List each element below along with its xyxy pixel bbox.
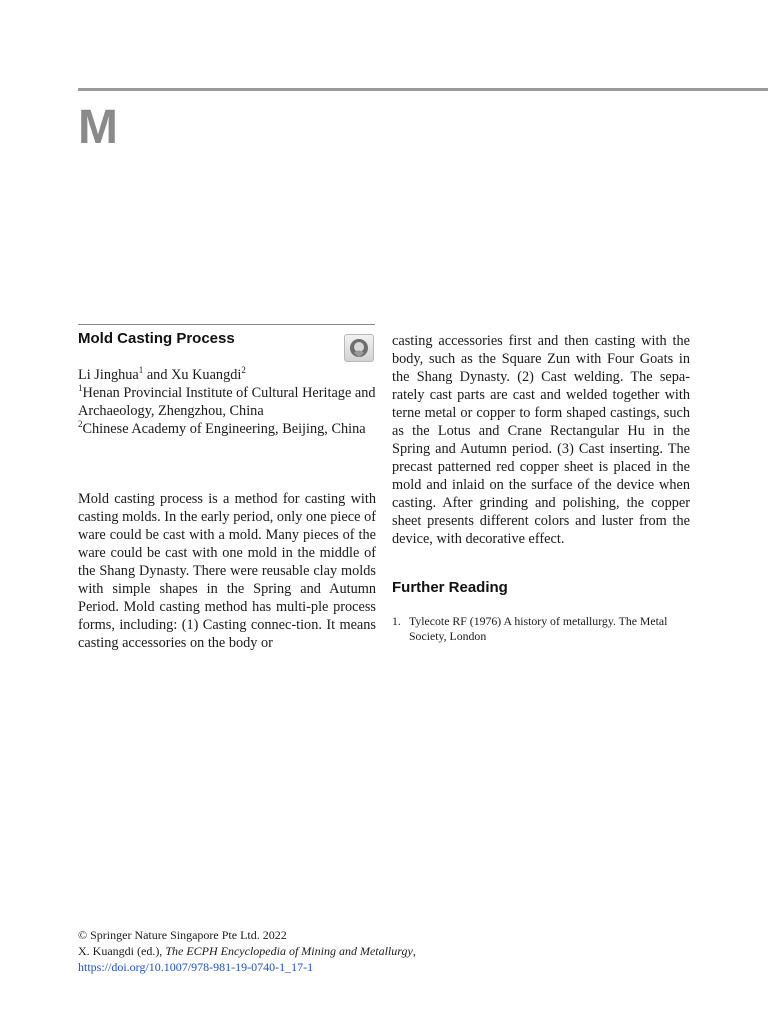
reference-list [392,614,692,644]
authors-block [78,366,376,438]
copyright: © Springer Nature Singapore Pte Ltd. 2022 [78,928,287,942]
entry-title: Mold Casting Process [78,330,235,347]
citation-title: The ECPH Encyclopedia of Mining and Metallurgy [165,944,413,958]
affiliation-text: Chinese Academy of Engineering, Beijing, China [82,421,366,437]
affiliation-text: Henan Provincial Institute of Cultural Heritage and Archaeology, Zhengzhou, China [78,385,376,419]
citation-prefix: X. Kuangdi (ed.), [78,944,166,958]
doi-link[interactable]: https://doi.org/10.1007/978-981-19-0740-1_17-1 [78,960,314,974]
affiliation-sup: 2 [78,419,83,430]
citation [78,943,678,959]
reference-text: Tylecote RF (1976) A history of metallurgy. The Metal Society, London [409,614,668,643]
further-reading-heading: Further Reading [392,579,508,596]
title-rule [78,324,375,325]
section-letter: M [78,101,118,154]
author-name: Li Jinghua [78,367,139,383]
body-paragraph-left: Mold casting process is a method for casting with casting molds. In the early period, only one piece of ware could be cast with a mold. Many pieces of the ware could be cast with one mold in the middle of the Shang Dynasty. There were reusable clay molds with simple shapes in the Spring and Autumn Period. Mold casting method has multi-ple process forms, including: (1) Casting connec-tion. It means casting accessories on the body or [78,491,376,651]
crossmark-icon[interactable] [344,334,374,362]
author-name: Xu Kuangdi [171,367,242,383]
reference-item [392,614,692,644]
author-connector: and [143,367,172,383]
citation-suffix: , [412,944,416,958]
body-paragraph-right: casting accessories first and then casting with the body, such as the Square Zun with Four Goats in the Shang Dynasty. (2) Cast welding. The sepa-rately cast parts are cast and welded together with terne metal or copper to form shaped castings, such as the Lotus and Crane Rectangular Hu in the Spring and Autumn period. (3) Cast inserting. The precast patterned red copper sheet is placed in the mold and inlaid on the surface of the device when casting. After grinding and polishing, the copper sheet presents different colors and luster from the device, with decorative effect. [392,333,690,547]
header-rule [78,88,768,91]
reference-number: 1. [392,614,401,628]
author-sup: 2 [241,365,246,376]
affiliation-sup: 1 [78,383,83,394]
author-line [78,366,376,384]
affiliation [78,420,376,438]
crossmark-glyph [348,337,370,359]
affiliation [78,384,376,420]
author-sup: 1 [138,365,144,376]
footer [78,927,678,975]
